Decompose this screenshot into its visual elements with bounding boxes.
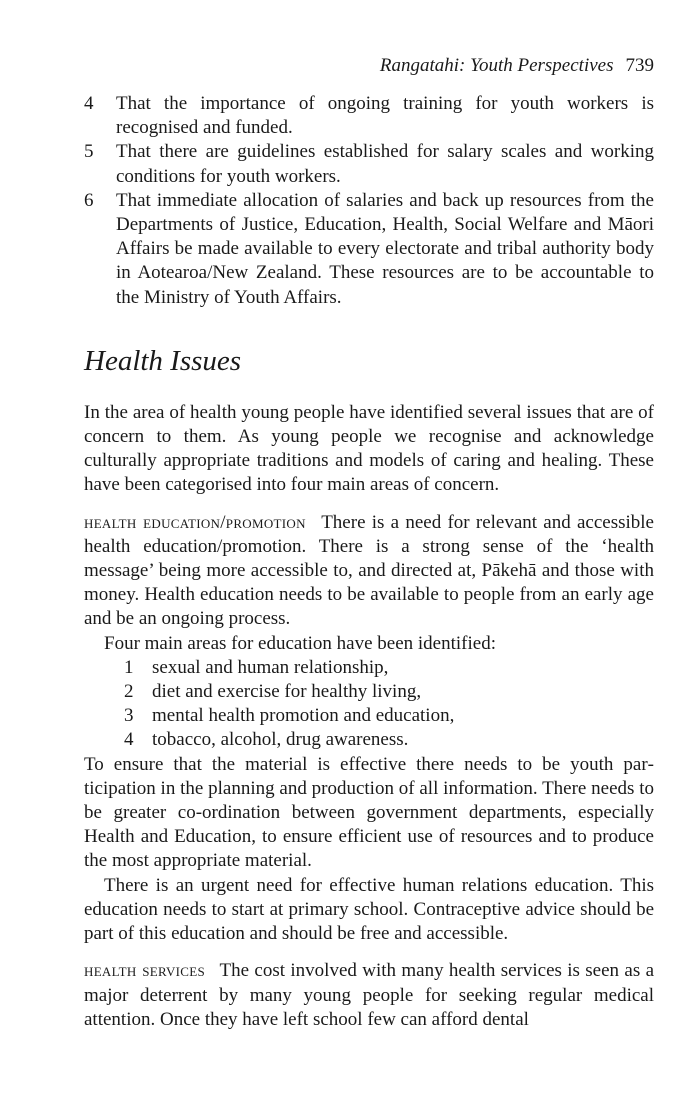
list-item-number: 6: [84, 189, 94, 211]
page-body: [84, 92, 654, 1032]
list-item-number: 4: [84, 93, 94, 114]
list-item-text: sexual and human relationship,: [152, 656, 389, 678]
run-in-heading: health services: [84, 960, 206, 982]
areas-intro: Four main areas for education have been identified:: [104, 632, 496, 654]
list-item-number: 1: [124, 656, 134, 678]
page-number: 739: [625, 55, 654, 76]
education-areas-list: [84, 656, 654, 753]
run-in-heading: health education/promotion: [84, 511, 306, 533]
recommendations-list: [84, 92, 654, 310]
section-heading: Health Issues: [84, 344, 242, 377]
intro-paragraph: In the area of health young people have identified several issues that are of concern to them. As young people we recognise and acknowledge culturally appropriate traditions and models of caring and healing. These have been categorised into four main areas of concern.: [84, 401, 654, 496]
list-item-number: 2: [124, 681, 134, 703]
health-services-paragraph: [84, 959, 654, 1032]
relations-paragraph: There is an urgent need for effective human relations education. This education needs to start at primary school. Contraceptive advice should be part of this education and should be free and accessible.: [84, 874, 654, 945]
list-item: [84, 656, 654, 680]
list-item-text: That the importance of ongoing training for youth workers is recognised and funded.: [116, 93, 654, 139]
list-item: [84, 92, 654, 140]
running-head: [84, 54, 654, 78]
list-item-number: 5: [84, 141, 94, 163]
list-item: [84, 189, 654, 310]
health-education-paragraph: [84, 511, 654, 632]
list-item-text: diet and exercise for healthy living,: [152, 681, 422, 703]
list-item-number: 3: [124, 705, 134, 727]
list-item: [84, 704, 654, 728]
participation-paragraph: To ensure that the material is effective there needs to be youth participation in the planning and production of all information. There needs to be greater co-ordination between government departments, especially Health and Education, to ensure efficient use of resources and to produce the most appropriate material.: [84, 753, 654, 872]
list-item: [84, 728, 654, 752]
list-item-text: mental health promotion and education,: [152, 705, 455, 727]
list-item: [84, 680, 654, 704]
running-head-title: Rangatahi: Youth Perspectives: [379, 55, 614, 76]
list-item-text: That immediate allocation of salaries and back up resources from the Departments of Justice, Education, Health, Social Welfare and Māori Affairs be made available to every electorate and tribal authority body in Aotearoa/New Zealand. These resources are to be accountable to the Ministry of Youth Affairs.: [116, 189, 654, 308]
list-item-text: That there are guidelines established for salary scales and working conditions for youth workers.: [116, 141, 654, 187]
paragraph-text: There is a need for relevant and accessible health education/promotion. There is a strong sense of the ‘health message’ being more accessible to, and directed at, Pākehā and those with money. Health education needs to be available to people from an early age and be an ongoing process.: [84, 511, 654, 630]
list-item: [84, 140, 654, 188]
list-item-text: tobacco, alcohol, drug awareness.: [152, 729, 409, 751]
paragraph-text: The cost involved with many health services is seen as a major deterrent by many young people for seeking regular medical attention. Once they have left school few can afford dental: [84, 960, 654, 1030]
list-item-number: 4: [124, 729, 134, 751]
